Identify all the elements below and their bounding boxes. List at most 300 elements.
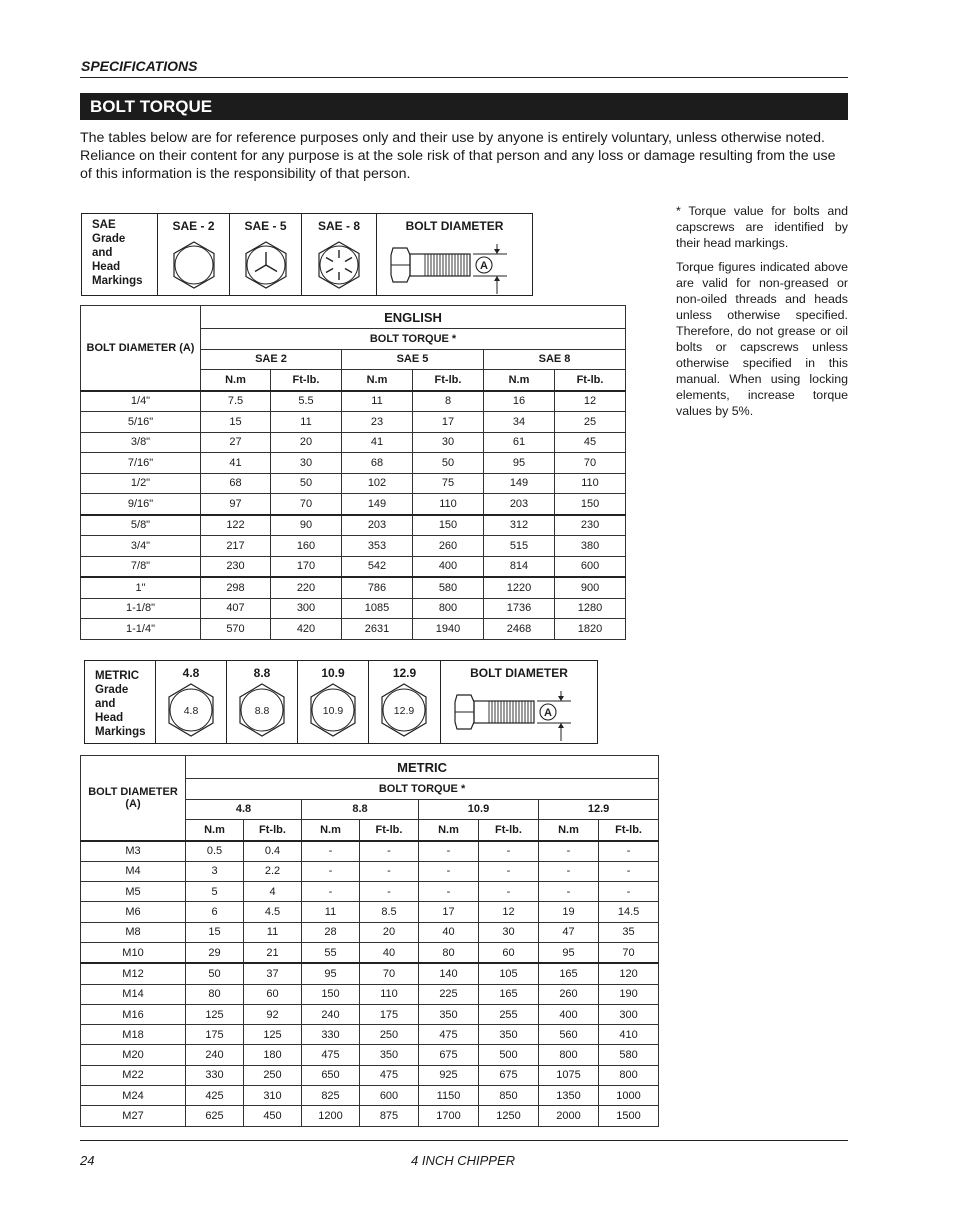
torque-value-cell: 260 [413,536,484,557]
torque-value-cell: 350 [479,1025,539,1045]
grade-header-4-8: 4.8 [186,799,302,820]
unit-header-ftlb: Ft-lb. [479,820,539,841]
metric-10-9-label: 10.9 [321,666,345,680]
table-row [81,515,626,536]
intro-paragraph: The tables below are for reference purposes only and their use by anyone is entirely voluntary, unless otherwise noted. Reliance on their content for any purpose is at the sole risk of that person and any loss or damage resulting from the use of this information is the responsibility of that person. [80,130,836,182]
torque-value-cell: 330 [302,1025,360,1045]
grade-header-sae-5: SAE 5 [342,349,484,370]
torque-value-cell: 11 [244,922,302,942]
torque-value-cell: - [419,841,479,862]
footer-rule [80,1140,848,1141]
torque-value-cell: 5.5 [271,391,342,412]
torque-value-cell: 150 [302,984,360,1004]
metric-markings-label: METRIC Grade and Head Markings [95,670,146,738]
torque-value-cell: 800 [539,1045,599,1065]
table-row [81,861,659,881]
bolt-side-view-icon [377,214,533,297]
english-torque-table [80,305,626,640]
grade-header-sae-8: SAE 8 [484,349,626,370]
unit-header-nm: N.m [484,370,555,391]
torque-value-cell: - [479,861,539,881]
torque-value-cell: 203 [484,494,555,515]
metric-4-8-stamp: 4.8 [183,705,199,717]
torque-value-cell: 41 [342,432,413,453]
torque-value-cell: 11 [302,902,360,922]
bolt-size-cell: 3/4" [81,536,201,557]
grade-header-sae-2: SAE 2 [201,349,342,370]
bolt-size-cell: 1" [81,577,201,598]
torque-value-cell: 350 [360,1045,419,1065]
torque-value-cell: 330 [186,1065,244,1085]
torque-footnote: * Torque value for bolts and capscrews are identified by their head markings. [676,204,848,250]
torque-value-cell: 17 [413,412,484,433]
table-row [81,984,659,1004]
torque-value-cell: 1736 [484,598,555,619]
torque-value-cell: 875 [360,1106,419,1126]
bolt-size-cell: 7/16" [81,453,201,474]
bolt-size-cell: 5/8" [81,515,201,536]
unit-header-ftlb: Ft-lb. [599,820,659,841]
metric-8-8-stamp: 8.8 [254,705,270,717]
torque-value-cell: 165 [539,963,599,984]
unit-header-nm: N.m [186,820,244,841]
torque-value-cell: 925 [419,1065,479,1085]
torque-value-cell: 35 [599,922,659,942]
metric-8-8-marking [226,661,297,743]
english-table-body [81,391,626,640]
torque-value-cell: 40 [360,942,419,963]
bolt-size-cell: M27 [81,1106,186,1126]
torque-value-cell: 50 [271,473,342,494]
torque-value-cell: 16 [484,391,555,412]
torque-value-cell: 353 [342,536,413,557]
torque-value-cell: 800 [413,598,484,619]
torque-value-cell: 800 [599,1065,659,1085]
torque-value-cell: 1075 [539,1065,599,1085]
torque-value-cell: 475 [419,1025,479,1045]
bolt-size-cell: M14 [81,984,186,1004]
torque-value-cell: 25 [555,412,626,433]
torque-value-cell: 600 [360,1086,419,1106]
bolt-size-cell: 1/4" [81,391,201,412]
hex-head-3-lines-icon [230,214,302,297]
torque-value-cell: 240 [302,1004,360,1024]
torque-value-cell: 310 [244,1086,302,1106]
torque-value-cell: 4.5 [244,902,302,922]
torque-value-cell: 70 [555,453,626,474]
torque-value-cell: 6 [186,902,244,922]
torque-value-cell: 5 [186,882,244,902]
torque-value-cell: 20 [360,922,419,942]
torque-value-cell: 12 [555,391,626,412]
bolt-size-cell: M22 [81,1065,186,1085]
torque-value-cell: - [599,841,659,862]
torque-value-cell: 250 [244,1065,302,1085]
torque-value-cell: 149 [484,473,555,494]
torque-value-cell: 190 [599,984,659,1004]
torque-value-cell: 149 [342,494,413,515]
torque-value-cell: 450 [244,1106,302,1126]
torque-value-cell: 650 [302,1065,360,1085]
table-row [81,473,626,494]
torque-value-cell: 675 [479,1065,539,1085]
torque-value-cell: 90 [271,515,342,536]
metric-head-markings [84,660,598,744]
torque-value-cell: 40 [419,922,479,942]
torque-value-cell: 95 [484,453,555,474]
unit-header-ftlb: Ft-lb. [244,820,302,841]
torque-value-cell: 11 [271,412,342,433]
torque-value-cell: 217 [201,536,271,557]
hex-head-icon [298,661,369,745]
torque-value-cell: 400 [413,556,484,577]
torque-value-cell: 300 [271,598,342,619]
torque-value-cell: 560 [539,1025,599,1045]
torque-value-cell: 80 [419,942,479,963]
torque-value-cell: 2468 [484,619,555,640]
bolt-size-cell: 9/16" [81,494,201,515]
metric-12-9-label: 12.9 [392,666,417,680]
sae-5-marking [229,214,301,295]
torque-value-cell: 95 [302,963,360,984]
hex-head-icon [369,661,441,745]
bolt-size-cell: M24 [81,1086,186,1106]
torque-value-cell: 625 [186,1106,244,1126]
torque-value-cell: 165 [479,984,539,1004]
torque-value-cell: 475 [302,1045,360,1065]
torque-value-cell: 80 [186,984,244,1004]
sae-2-label: SAE - 2 [172,219,215,233]
torque-value-cell: 68 [201,473,271,494]
torque-value-cell: - [302,861,360,881]
table-row [81,432,626,453]
torque-value-cell: 3 [186,861,244,881]
torque-value-cell: 150 [555,494,626,515]
torque-value-cell: 0.5 [186,841,244,862]
table-row [81,391,626,412]
metric-10-9-marking [297,661,368,743]
torque-value-cell: 298 [201,577,271,598]
unit-header-nm: N.m [419,820,479,841]
torque-value-cell: 20 [271,432,342,453]
torque-value-cell: 230 [201,556,271,577]
torque-value-cell: - [360,861,419,881]
sae-5-label: SAE - 5 [244,219,287,233]
page-number: 24 [80,1153,95,1168]
sae-head-markings [81,213,533,296]
torque-value-cell: 30 [413,432,484,453]
callout-a: A [544,707,552,719]
sae-markings-label: SAE Grade and Head Markings [92,219,143,287]
metric-header: METRIC [186,756,659,779]
grade-header-12-9: 12.9 [539,799,659,820]
metric-torque-table [80,755,659,1127]
torque-value-cell: 37 [244,963,302,984]
metric-4-8-marking [155,661,226,743]
torque-value-cell: 400 [539,1004,599,1024]
torque-value-cell: 11 [342,391,413,412]
hex-head-icon [227,661,298,745]
english-header: ENGLISH [201,306,626,329]
sae-8-marking [301,214,376,295]
torque-value-cell: 97 [201,494,271,515]
torque-value-cell: 41 [201,453,271,474]
bolt-size-cell: 1-1/4" [81,619,201,640]
torque-value-cell: 1085 [342,598,413,619]
torque-value-cell: 1200 [302,1106,360,1126]
bolt-side-view-icon [441,661,598,745]
torque-value-cell: 30 [271,453,342,474]
torque-value-cell: 1000 [599,1086,659,1106]
metric-table-body [81,841,659,1127]
torque-value-cell: 27 [201,432,271,453]
torque-value-cell: 75 [413,473,484,494]
torque-value-cell: 61 [484,432,555,453]
torque-value-cell: 125 [186,1004,244,1024]
torque-value-cell: 120 [599,963,659,984]
torque-value-cell: 17 [419,902,479,922]
bolt-size-cell: M6 [81,902,186,922]
torque-value-cell: 350 [419,1004,479,1024]
torque-value-cell: - [539,841,599,862]
torque-value-cell: 110 [360,984,419,1004]
unit-header-nm: N.m [539,820,599,841]
torque-value-cell: 15 [201,412,271,433]
torque-value-cell: 900 [555,577,626,598]
torque-value-cell: 255 [479,1004,539,1024]
torque-value-cell: 814 [484,556,555,577]
torque-value-cell: 55 [302,942,360,963]
torque-value-cell: 110 [413,494,484,515]
torque-value-cell: - [599,861,659,881]
bolt-size-cell: 3/8" [81,432,201,453]
table-row [81,1065,659,1085]
table-row [81,536,626,557]
torque-value-cell: 122 [201,515,271,536]
bolt-size-cell: M5 [81,882,186,902]
torque-value-cell: 220 [271,577,342,598]
sae-8-label: SAE - 8 [317,219,360,233]
metric-bolt-diameter [440,661,597,743]
torque-value-cell: 50 [413,453,484,474]
torque-value-cell: 570 [201,619,271,640]
torque-value-cell: - [479,841,539,862]
table-row [81,963,659,984]
torque-value-cell: 50 [186,963,244,984]
table-row [81,841,659,862]
torque-value-cell: 300 [599,1004,659,1024]
bolt-diameter-label: BOLT DIAMETER [470,666,568,680]
table-row [81,556,626,577]
sae-bolt-diameter [376,214,532,295]
bolt-size-cell: M4 [81,861,186,881]
footer-title: 4 INCH CHIPPER [411,1153,516,1168]
torque-note: Torque figures indicated above are valid for non-greased or non-oiled threads and heads unless otherwise specified. Therefore, do not grease or oil bolts or capscrews unless otherwise specified in this manual. When using locking elements, increase torque values by 5%. [676,260,848,418]
table-row [81,1086,659,1106]
torque-value-cell: 34 [484,412,555,433]
torque-value-cell: 7.5 [201,391,271,412]
torque-value-cell: 500 [479,1045,539,1065]
torque-value-cell: 19 [539,902,599,922]
table-row [81,1025,659,1045]
torque-value-cell: - [479,882,539,902]
torque-value-cell: 105 [479,963,539,984]
torque-value-cell: 580 [413,577,484,598]
torque-value-cell: 850 [479,1086,539,1106]
torque-value-cell: 1940 [413,619,484,640]
bolt-size-cell: M12 [81,963,186,984]
torque-value-cell: 70 [599,942,659,963]
header-rule [80,77,848,78]
torque-value-cell: 175 [360,1004,419,1024]
torque-value-cell: - [419,882,479,902]
torque-value-cell: 180 [244,1045,302,1065]
bolt-size-cell: M16 [81,1004,186,1024]
torque-value-cell: 23 [342,412,413,433]
bolt-size-cell: M10 [81,942,186,963]
unit-header-nm: N.m [201,370,271,391]
torque-value-cell: 70 [360,963,419,984]
grade-header-8-8: 8.8 [302,799,419,820]
torque-value-cell: 60 [479,942,539,963]
torque-value-cell: - [419,861,479,881]
torque-value-cell: 70 [271,494,342,515]
bolt-size-cell: M18 [81,1025,186,1045]
table-row [81,577,626,598]
torque-value-cell: 60 [244,984,302,1004]
torque-value-cell: 1250 [479,1106,539,1126]
metric-10-9-stamp: 10.9 [322,705,344,717]
torque-value-cell: 1280 [555,598,626,619]
torque-value-cell: 1220 [484,577,555,598]
torque-value-cell: 380 [555,536,626,557]
table-row [81,619,626,640]
table-row [81,922,659,942]
table-row [81,598,626,619]
torque-value-cell: - [539,882,599,902]
torque-value-cell: 45 [555,432,626,453]
torque-value-cell: 1820 [555,619,626,640]
torque-value-cell: - [302,841,360,862]
torque-value-cell: 312 [484,515,555,536]
torque-value-cell: 21 [244,942,302,963]
torque-value-cell: 29 [186,942,244,963]
table-row [81,1004,659,1024]
torque-value-cell: 14.5 [599,902,659,922]
torque-value-cell: 407 [201,598,271,619]
torque-value-cell: 542 [342,556,413,577]
metric-12-9-stamp: 12.9 [393,705,415,717]
bolt-size-cell: M3 [81,841,186,862]
torque-value-cell: 30 [479,922,539,942]
table-row [81,942,659,963]
torque-value-cell: 675 [419,1045,479,1065]
torque-value-cell: 240 [186,1045,244,1065]
torque-value-cell: 150 [413,515,484,536]
torque-value-cell: 95 [539,942,599,963]
torque-value-cell: 8 [413,391,484,412]
torque-value-cell: 28 [302,922,360,942]
torque-value-cell: 230 [555,515,626,536]
torque-value-cell: 1500 [599,1106,659,1126]
table-row [81,902,659,922]
torque-value-cell: 170 [271,556,342,577]
bolt-size-cell: 5/16" [81,412,201,433]
section-heading: SPECIFICATIONS [81,58,198,74]
torque-value-cell: 260 [539,984,599,1004]
unit-header-nm: N.m [342,370,413,391]
torque-value-cell: 2000 [539,1106,599,1126]
torque-value-cell: 15 [186,922,244,942]
torque-value-cell: 2.2 [244,861,302,881]
hex-head-icon [158,214,230,297]
torque-value-cell: 825 [302,1086,360,1106]
bolt-torque-header: BOLT TORQUE * [201,329,626,350]
bolt-size-cell: M8 [81,922,186,942]
torque-value-cell: 420 [271,619,342,640]
torque-value-cell: 250 [360,1025,419,1045]
torque-value-cell: 1350 [539,1086,599,1106]
bolt-diameter-header: BOLT DIAMETER (A) [81,756,186,841]
table-row [81,453,626,474]
bolt-torque-header: BOLT TORQUE * [186,779,659,800]
bolt-diameter-header: BOLT DIAMETER (A) [81,306,201,391]
table-row [81,1106,659,1126]
bolt-size-cell: 7/8" [81,556,201,577]
hex-head-6-lines-icon [302,214,377,297]
bolt-diameter-label: BOLT DIAMETER [405,219,504,233]
torque-value-cell: 425 [186,1086,244,1106]
grade-header-10-9: 10.9 [419,799,539,820]
metric-8-8-label: 8.8 [253,666,271,680]
torque-value-cell: 125 [244,1025,302,1045]
torque-value-cell: 110 [555,473,626,494]
table-row [81,882,659,902]
unit-header-nm: N.m [302,820,360,841]
unit-header-ftlb: Ft-lb. [555,370,626,391]
torque-value-cell: 1700 [419,1106,479,1126]
bolt-size-cell: M20 [81,1045,186,1065]
torque-value-cell: 4 [244,882,302,902]
table-row [81,494,626,515]
torque-value-cell: 92 [244,1004,302,1024]
torque-value-cell: 68 [342,453,413,474]
torque-value-cell: 1150 [419,1086,479,1106]
torque-value-cell: - [539,861,599,881]
bolt-size-cell: 1-1/8" [81,598,201,619]
torque-value-cell: 600 [555,556,626,577]
torque-value-cell: 160 [271,536,342,557]
torque-value-cell: 475 [360,1065,419,1085]
torque-value-cell: 2631 [342,619,413,640]
torque-value-cell: 225 [419,984,479,1004]
torque-value-cell: 203 [342,515,413,536]
bolt-size-cell: 1/2" [81,473,201,494]
page-title: BOLT TORQUE [80,93,848,120]
torque-value-cell: - [360,841,419,862]
torque-value-cell: - [599,882,659,902]
table-row [81,412,626,433]
metric-12-9-marking [368,661,440,743]
torque-value-cell: 8.5 [360,902,419,922]
torque-value-cell: 175 [186,1025,244,1045]
torque-value-cell: 786 [342,577,413,598]
torque-value-cell: 410 [599,1025,659,1045]
torque-value-cell: 47 [539,922,599,942]
unit-header-ftlb: Ft-lb. [360,820,419,841]
torque-value-cell: 0.4 [244,841,302,862]
unit-header-ftlb: Ft-lb. [271,370,342,391]
